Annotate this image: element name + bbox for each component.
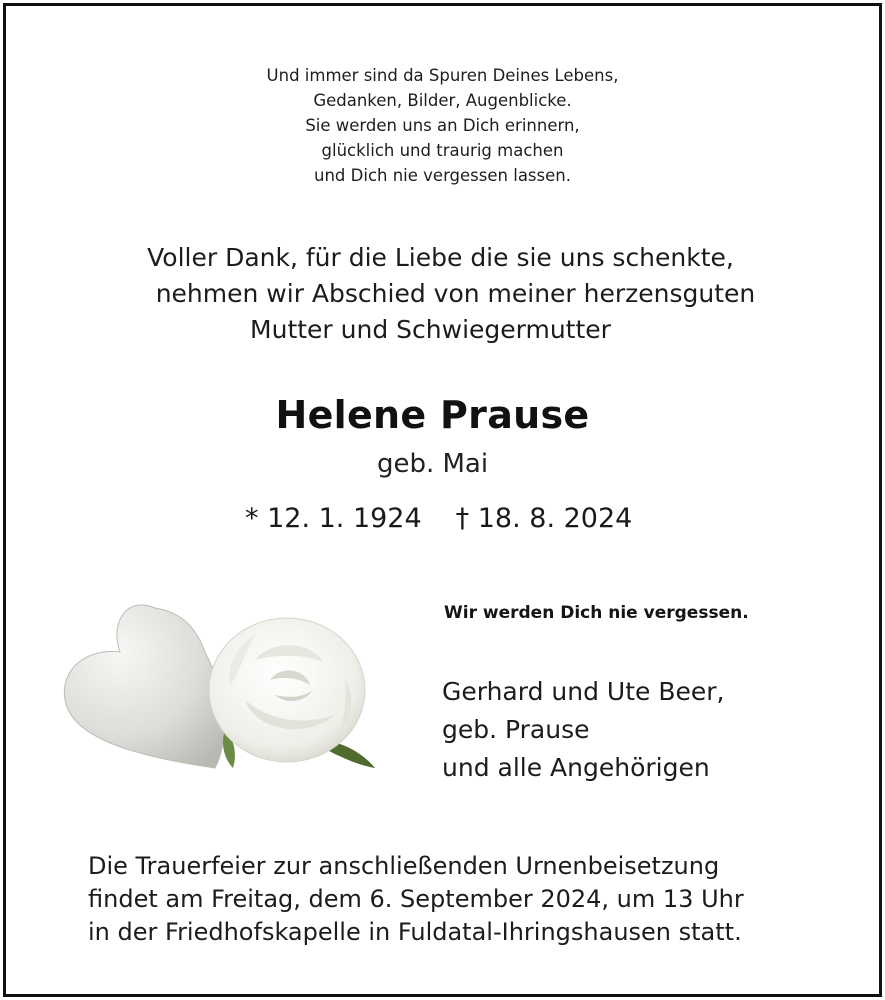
farewell-intro (0, 240, 885, 348)
birth-date: * 12. 1. 1924 (245, 503, 422, 534)
death-date: † 18. 8. 2024 (455, 503, 633, 534)
mourner-line: Gerhard und Ute Beer, (442, 677, 725, 706)
poem-line: Gedanken, Bilder, Augenblicke. (313, 91, 572, 110)
intro-line: Voller Dank, für die Liebe die sie uns schenkte, (147, 243, 734, 272)
poem-line: Und immer sind da Spuren Deines Lebens, (266, 66, 619, 85)
rose-flower (209, 618, 365, 762)
mourner-line: und alle Angehörigen (442, 753, 710, 782)
memorial-poem (0, 63, 885, 188)
poem-line: glücklich und traurig machen (321, 141, 564, 160)
intro-line: nehmen wir Abschied von meiner herzensguten (155, 279, 756, 308)
intro-line: Mutter und Schwiegermutter (250, 315, 611, 344)
heart-shape (64, 605, 223, 768)
service-details (88, 850, 744, 949)
life-dates (245, 503, 632, 534)
maiden-name: geb. Mai (376, 449, 489, 479)
service-line: findet am Freitag, dem 6. September 2024, um 13 Uhr (88, 885, 744, 913)
heart-and-rose-image (55, 590, 385, 780)
mourners (442, 673, 724, 787)
tagline: Wir werden Dich nie vergessen. (444, 603, 749, 623)
poem-line: Sie werden uns an Dich erinnern, (305, 116, 580, 135)
service-line: in der Friedhofskapelle in Fuldatal-Ihringshausen statt. (88, 918, 742, 946)
deceased-name: Helene Prause (275, 393, 590, 437)
mourner-line: geb. Prause (442, 715, 590, 744)
service-line: Die Trauerfeier zur anschließenden Urnenbeisetzung (88, 852, 720, 880)
poem-line: und Dich nie vergessen lassen. (314, 166, 571, 185)
